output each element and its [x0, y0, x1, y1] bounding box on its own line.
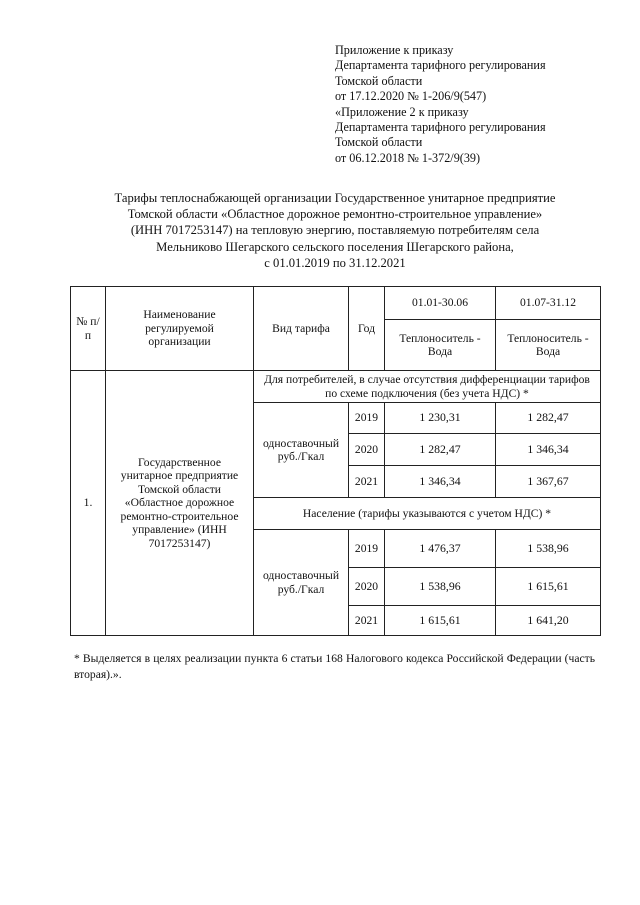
title-line: Тарифы теплоснабжающей организации Государственное унитарное предприятие: [114, 191, 556, 205]
title-line: (ИНН 7017253147) на тепловую энергию, поставляемую потребителям села: [130, 223, 540, 238]
section-caption-population: Население (тарифы указываются с учетом НДС) *: [254, 498, 601, 530]
year-cell: 2020: [349, 434, 385, 466]
organization-name: Государственное унитарное предприятие Томской области «Областное дорожное ремонтно-строительное управление» (ИНН 7017253147): [106, 371, 254, 636]
title-line: Томской области «Областное дорожное ремонтно-строительное управление»: [127, 207, 543, 222]
header-carrier-2: Теплоноситель - Вода: [496, 320, 601, 371]
tariff-value: 1 367,67: [496, 466, 601, 498]
year-cell: 2021: [349, 466, 385, 498]
document-title: [70, 190, 600, 271]
header-carrier-1: Теплоноситель - Вода: [385, 320, 496, 371]
tariff-type-general: одноставочный руб./Гкал: [254, 403, 349, 498]
header-tariff-type: Вид тарифа: [254, 287, 349, 371]
order-reference: [335, 43, 546, 166]
tariff-value: 1 476,37: [385, 530, 496, 568]
tariff-value: 1 615,61: [385, 606, 496, 636]
year-cell: 2019: [349, 403, 385, 434]
header-line: Департамента тарифного регулирования: [335, 58, 546, 73]
tariff-value: 1 346,34: [385, 466, 496, 498]
tariff-value: 1 538,96: [496, 530, 601, 568]
header-line: от 17.12.2020 № 1-206/9(547): [335, 89, 487, 104]
year-cell: 2021: [349, 606, 385, 636]
title-line: Мельниково Шегарского сельского поселения Шегарского района,: [156, 239, 514, 254]
header-line: Приложение к приказу: [335, 43, 454, 57]
header-organization: Наименование регулируемой организации: [106, 287, 254, 371]
header-period-2: 01.07-31.12: [496, 287, 601, 320]
tariff-value: 1 615,61: [496, 568, 601, 606]
footnote: * Выделяется в целях реализации пункта 6 статьи 168 Налогового кодекса Российской Федерации (часть вторая).».: [74, 652, 595, 681]
header-line: «Приложение 2 к приказу: [335, 104, 469, 119]
title-line: с 01.01.2019 по 31.12.2021: [264, 255, 406, 270]
header-line: Томской области: [335, 73, 423, 88]
tariff-value: 1 230,31: [385, 403, 496, 434]
year-cell: 2019: [349, 530, 385, 568]
tariff-type-population: одноставочный руб./Гкал: [254, 530, 349, 636]
section-caption-general: Для потребителей, в случае отсутствия дифференциации тарифов по схеме подключения (без учета НДС) *: [254, 371, 601, 403]
header-num: № п/п: [71, 287, 106, 371]
tariff-value: 1 346,34: [496, 434, 601, 466]
tariff-value: 1 641,20: [496, 606, 601, 636]
year-cell: 2020: [349, 568, 385, 606]
header-year: Год: [349, 287, 385, 371]
header-line: Департамента тарифного регулирования: [335, 120, 546, 135]
tariff-value: 1 282,47: [496, 403, 601, 434]
header-period-1: 01.01-30.06: [385, 287, 496, 320]
tariff-value: 1 282,47: [385, 434, 496, 466]
tariff-value: 1 538,96: [385, 568, 496, 606]
header-line: от 06.12.2018 № 1-372/9(39): [335, 150, 481, 165]
tariff-table: [70, 286, 601, 636]
header-line: Томской области: [335, 135, 423, 150]
row-number: 1.: [71, 371, 106, 636]
